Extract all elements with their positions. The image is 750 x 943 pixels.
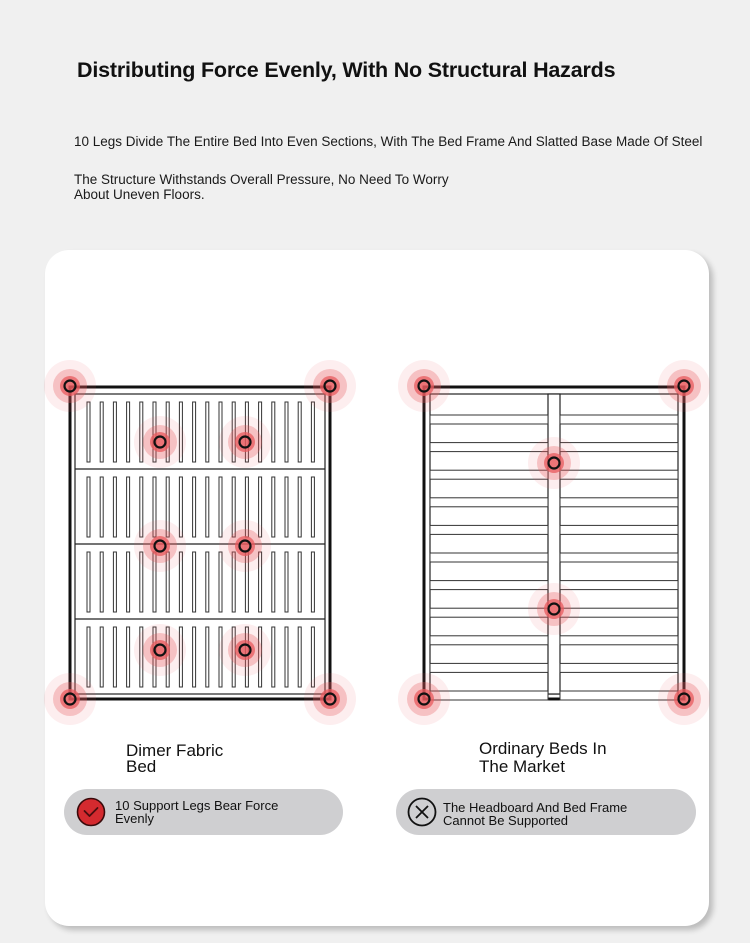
right-feature-line-2: Cannot Be Supported bbox=[443, 813, 569, 828]
page-title: Distributing Force Evenly, With No Structural Hazards bbox=[77, 58, 616, 82]
left-bed-label-line-1: Dimer Fabric bbox=[126, 741, 224, 760]
left-feature-line-1: 10 Support Legs Bear Force bbox=[115, 798, 279, 813]
left-bed-label bbox=[126, 743, 223, 775]
right-bed-label-line-2: The Market bbox=[479, 757, 565, 776]
left-bed-label-line-2: Bed bbox=[126, 757, 157, 776]
right-bed-label-line-1: Ordinary Beds In bbox=[479, 739, 607, 758]
left-feature-text bbox=[115, 799, 278, 825]
description-line-1: The Structure Withstands Overall Pressure, No Need To Worry bbox=[74, 172, 449, 187]
right-bed-label bbox=[479, 740, 607, 776]
x-circle-icon bbox=[407, 797, 437, 827]
description-paragraph-1: 10 Legs Divide The Entire Bed Into Even Sections, With The Bed Frame And Slatted Base Made Of Steel bbox=[74, 134, 703, 149]
left-feature-line-2: Evenly bbox=[115, 811, 155, 826]
description-paragraph-2 bbox=[74, 172, 494, 202]
right-feature-text bbox=[443, 801, 627, 827]
description-line-2: About Uneven Floors. bbox=[74, 187, 205, 202]
right-feature-line-1: The Headboard And Bed Frame bbox=[443, 800, 628, 815]
check-circle-icon bbox=[76, 797, 106, 827]
